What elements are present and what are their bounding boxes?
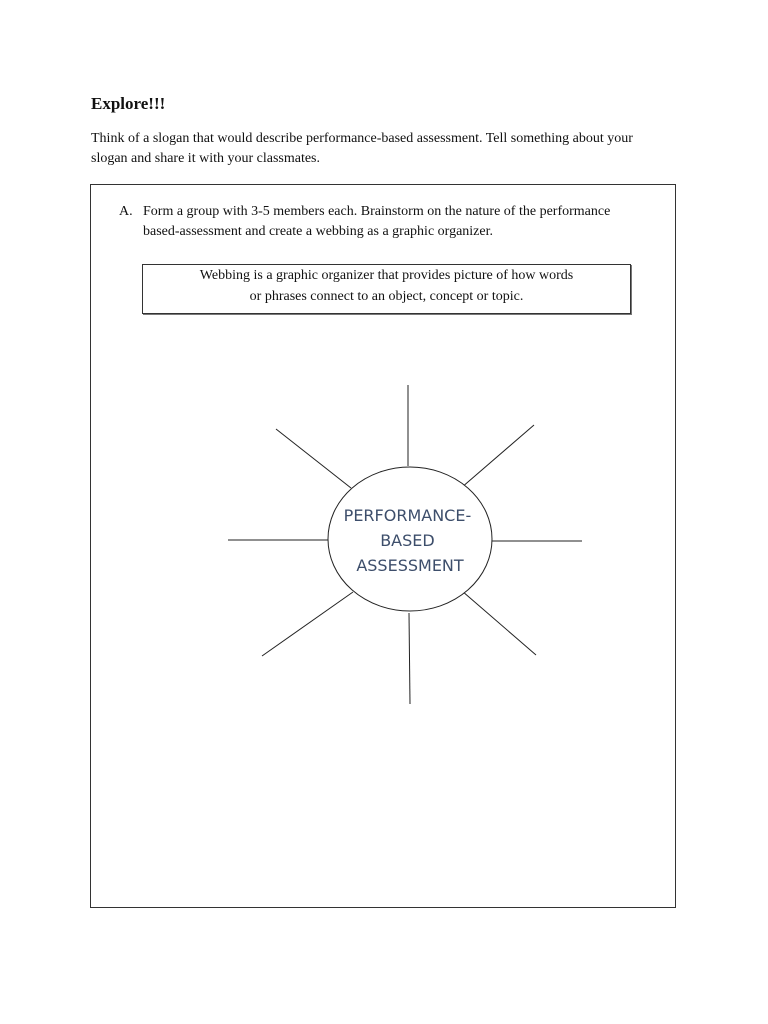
- spoke-bottom: [409, 613, 410, 704]
- center-label-line-2: BASED: [380, 531, 435, 550]
- spoke-top-right: [461, 425, 534, 488]
- spoke-bottom-right: [462, 591, 536, 655]
- activity-line-2: based-assessment and create a webbing as a graphic organizer.: [143, 224, 493, 239]
- explore-heading: Explore!!!: [91, 94, 166, 113]
- activity-line-1: Form a group with 3-5 members each. Brainstorm on the nature of the performance: [143, 204, 611, 219]
- intro-line-2: slogan and share it with your classmates.: [91, 151, 321, 166]
- activity-marker: A.: [119, 204, 133, 219]
- spoke-top-left: [276, 429, 351, 488]
- spoke-bottom-left: [262, 592, 353, 656]
- definition-line-2: or phrases connect to an object, concept or topic.: [249, 289, 524, 304]
- center-label-line-1: PERFORMANCE-: [343, 506, 472, 525]
- definition-line-1: Webbing is a graphic organizer that provides picture of how words: [199, 268, 574, 283]
- center-label-line-3: ASSESSMENT: [356, 556, 464, 575]
- intro-line-1: Think of a slogan that would describe performance-based assessment. Tell something about your: [91, 131, 633, 146]
